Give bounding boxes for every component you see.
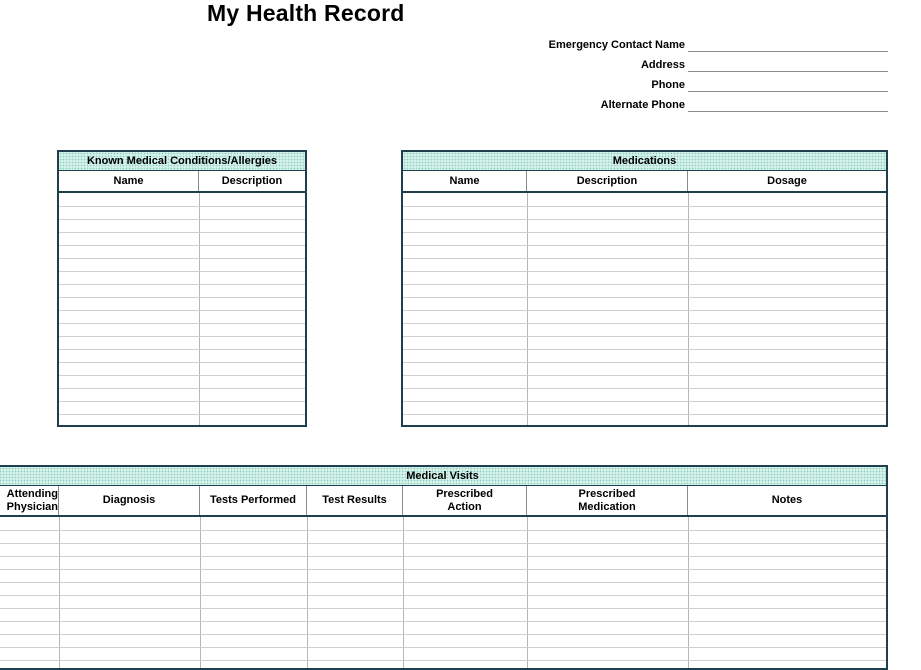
medications-grid[interactable] bbox=[403, 193, 886, 425]
column-header-dosage: Dosage bbox=[767, 174, 807, 187]
column-header-prescribed-medication: Prescribed Medication bbox=[527, 486, 688, 515]
visits-column-headers bbox=[0, 486, 886, 517]
grid-row-line bbox=[0, 621, 886, 622]
grid-row-line bbox=[403, 310, 886, 311]
grid-row-line bbox=[403, 284, 886, 285]
grid-row-line bbox=[0, 660, 886, 661]
column-header-notes: Notes bbox=[771, 494, 803, 506]
grid-row-line bbox=[59, 401, 305, 402]
emergency-contact-section bbox=[500, 37, 890, 117]
page-title: My Health Record bbox=[207, 0, 405, 26]
column-header-prescribed-action: Prescribed Action bbox=[403, 486, 527, 515]
column-header-diagnosis: Diagnosis bbox=[59, 486, 200, 515]
grid-row-line bbox=[403, 349, 886, 350]
grid-row-line bbox=[59, 297, 305, 298]
grid-row-line bbox=[59, 232, 305, 233]
alternate-phone-field[interactable] bbox=[688, 111, 888, 112]
grid-row-line bbox=[59, 336, 305, 337]
grid-row-line bbox=[403, 219, 886, 220]
column-header-attending-physician bbox=[0, 486, 59, 515]
grid-column-divider bbox=[403, 517, 404, 668]
grid-row-line bbox=[59, 362, 305, 363]
column-header-test-results: Test Results bbox=[307, 486, 403, 515]
medical-visits-grid[interactable] bbox=[0, 517, 886, 668]
grid-row-line bbox=[0, 582, 886, 583]
column-header-description: Description bbox=[221, 174, 283, 187]
grid-row-line bbox=[0, 608, 886, 609]
medications-column-headers bbox=[403, 171, 886, 193]
medications-table bbox=[401, 150, 888, 427]
emergency-contact-name-field[interactable] bbox=[688, 51, 888, 52]
grid-column-divider bbox=[688, 517, 689, 668]
grid-row-line bbox=[403, 362, 886, 363]
grid-row-line bbox=[403, 258, 886, 259]
medical-visits-table bbox=[0, 465, 888, 670]
grid-column-divider bbox=[199, 193, 200, 425]
grid-row-line bbox=[403, 375, 886, 376]
grid-row-line bbox=[403, 323, 886, 324]
grid-row-line bbox=[59, 414, 305, 415]
column-header-label: Attending Physician bbox=[6, 487, 58, 513]
conditions-table bbox=[57, 150, 307, 427]
grid-row-line bbox=[403, 232, 886, 233]
medical-visits-header: Medical Visits bbox=[0, 467, 886, 486]
grid-row-line bbox=[59, 375, 305, 376]
grid-column-divider bbox=[527, 517, 528, 668]
grid-row-line bbox=[59, 271, 305, 272]
grid-row-line bbox=[403, 297, 886, 298]
grid-column-divider bbox=[200, 517, 201, 668]
grid-row-line bbox=[59, 258, 305, 259]
grid-row-line bbox=[403, 401, 886, 402]
medications-header: Medications bbox=[403, 152, 886, 171]
grid-row-line bbox=[0, 647, 886, 648]
grid-row-line bbox=[403, 336, 886, 337]
grid-row-line bbox=[0, 530, 886, 531]
phone-field[interactable] bbox=[688, 91, 888, 92]
contact-row[interactable] bbox=[500, 37, 890, 57]
contact-row[interactable] bbox=[500, 77, 890, 97]
grid-row-line bbox=[0, 543, 886, 544]
grid-row-line bbox=[403, 414, 886, 415]
address-field[interactable] bbox=[688, 71, 888, 72]
grid-row-line bbox=[59, 219, 305, 220]
grid-row-line bbox=[403, 206, 886, 207]
grid-column-divider bbox=[527, 193, 528, 425]
column-header-name: Name bbox=[59, 171, 199, 191]
grid-column-divider bbox=[307, 517, 308, 668]
grid-row-line bbox=[0, 556, 886, 557]
address-label: Address bbox=[640, 59, 685, 71]
grid-row-line bbox=[59, 245, 305, 246]
grid-row-line bbox=[59, 284, 305, 285]
grid-row-line bbox=[0, 569, 886, 570]
column-header-description: Description bbox=[527, 171, 688, 191]
column-header-tests-performed: Tests Performed bbox=[200, 486, 307, 515]
contact-row[interactable] bbox=[500, 97, 890, 117]
conditions-grid[interactable] bbox=[59, 193, 305, 425]
grid-row-line bbox=[59, 206, 305, 207]
emergency-contact-name-label: Emergency Contact Name bbox=[548, 39, 685, 51]
phone-label: Phone bbox=[651, 79, 685, 91]
grid-column-divider bbox=[688, 193, 689, 425]
grid-row-line bbox=[403, 271, 886, 272]
grid-row-line bbox=[0, 595, 886, 596]
alternate-phone-label: Alternate Phone bbox=[600, 99, 685, 111]
grid-row-line bbox=[403, 245, 886, 246]
grid-row-line bbox=[403, 388, 886, 389]
contact-row[interactable] bbox=[500, 57, 890, 77]
grid-row-line bbox=[0, 634, 886, 635]
grid-column-divider bbox=[59, 517, 60, 668]
conditions-column-headers bbox=[59, 171, 305, 193]
column-header-name: Name bbox=[403, 171, 527, 191]
grid-row-line bbox=[59, 310, 305, 311]
grid-row-line bbox=[59, 388, 305, 389]
conditions-header: Known Medical Conditions/Allergies bbox=[59, 152, 305, 171]
grid-row-line bbox=[59, 323, 305, 324]
grid-row-line bbox=[59, 349, 305, 350]
